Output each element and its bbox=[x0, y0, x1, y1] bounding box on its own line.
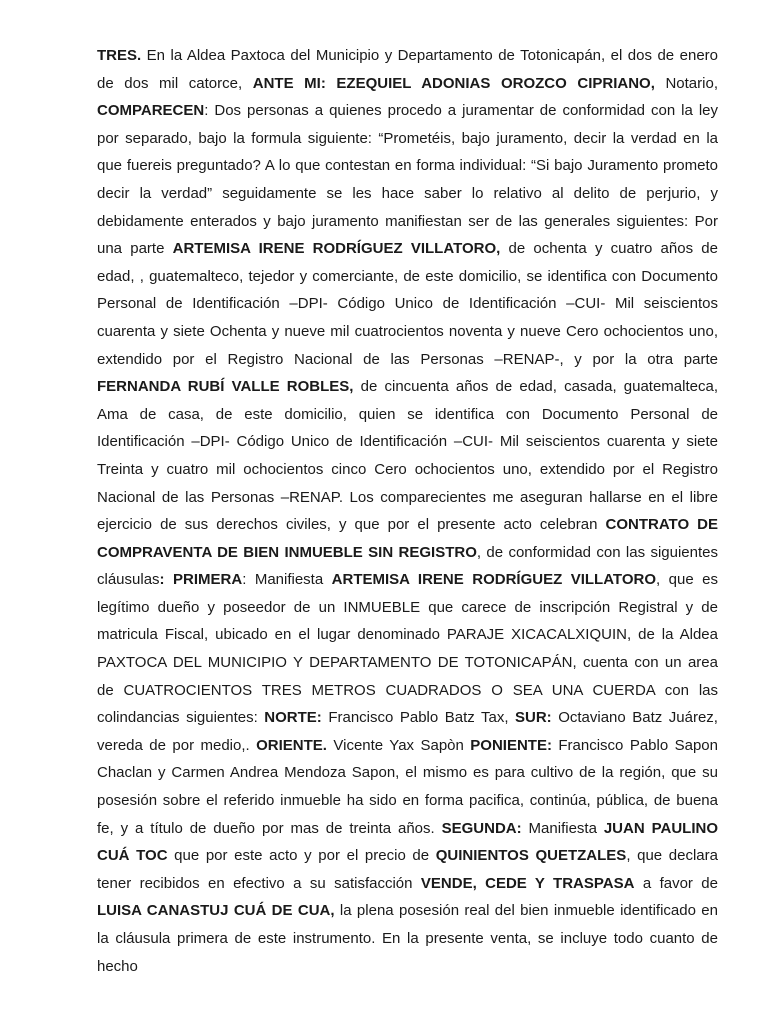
text-segment: , que es legítimo dueño y poseedor de un INMUEBLE que carece de inscripción Registral y de matricula Fiscal, ubicado en el lugar denominado PARAJE XICACALXIQUIN, de la Aldea PAXTOCA DEL MUNICIPIO Y DEPARTAMENTO DE TOTONICAPÁN, cuenta con un area de CUATROCIENTOS TRES METROS CUADRADOS O SEA UNA CUERDA con las colindancias siguientes: bbox=[97, 571, 718, 727]
bold-text-segment: NORTE: bbox=[264, 709, 322, 727]
text-segment: a favor de bbox=[634, 874, 718, 892]
bold-text-segment: VENDE, CEDE Y TRASPASA bbox=[420, 874, 635, 892]
bold-text-segment: SUR: bbox=[515, 709, 552, 727]
bold-text-segment: JUAN PAULINO CUÁ TOC bbox=[97, 819, 718, 865]
text-segment: de cincuenta años de edad, casada, guatemalteca, Ama de casa, de este domicilio, quien se identifica con Documento Personal de Identificación –DPI- Código Unico de Identificación –CUI- Mil seiscientos cuarenta y siete Treinta y cuatro mil ochocientos cinco Cero ochocientos uno, extendido por el Registro Nacional de las Personas –RENAP. Los comparecientes me aseguran hallarse en el libre ejercicio de sus derechos civiles, y que por el presente acto celebran bbox=[97, 378, 718, 534]
text-segment: , de conformidad con las siguientes cláusulas bbox=[97, 543, 718, 589]
document-body-text bbox=[97, 42, 718, 980]
text-segment: de ochenta y cuatro años de edad, , guatemalteco, tejedor y comerciante, de este domicilio, se identifica con Documento Personal de Identificación –DPI- Código Unico de Identificación –CUI- Mil seiscientos cuarenta y siete Ochenta y nueve mil cuatrocientos noventa y nueve Cero ochocientos uno, extendido por el Registro Nacional de las Personas –RENAP-, y por la otra parte bbox=[97, 240, 718, 368]
text-segment: , que declara tener recibidos en efectivo a su satisfacción bbox=[97, 847, 718, 892]
bold-text-segment: COMPARECEN bbox=[97, 102, 205, 120]
bold-text-segment: FERNANDA RUBÍ VALLE ROBLES, bbox=[97, 378, 354, 396]
text-segment: que por este acto y por el precio de bbox=[167, 847, 436, 865]
text-segment: Notario, bbox=[654, 74, 718, 92]
text-segment: Francisco Pablo Batz Tax, bbox=[321, 709, 516, 727]
text-segment: : Manifiesta bbox=[242, 571, 332, 589]
text-segment: Vicente Yax Sapòn bbox=[326, 736, 471, 754]
bold-text-segment: ORIENTE. bbox=[256, 736, 327, 754]
bold-text-segment: ARTEMISA IRENE RODRÍGUEZ VILLATORO, bbox=[172, 240, 501, 258]
bold-text-segment: SEGUNDA: bbox=[441, 819, 522, 837]
bold-text-segment: QUINIENTOS QUETZALES bbox=[435, 847, 627, 865]
text-segment: la plena posesión real del bien inmueble identificado en la cláusula primera de este instrumento. En la presente venta, se incluye todo cuanto de hecho bbox=[97, 902, 718, 975]
text-segment: En la Aldea Paxtoca del Municipio y Departamento de Totonicapán, el dos de enero de dos mil catorce, bbox=[97, 47, 718, 92]
text-segment: Manifiesta bbox=[521, 819, 604, 837]
bold-text-segment: ARTEMISA IRENE RODRÍGUEZ VILLATORO bbox=[331, 571, 656, 589]
bold-text-segment: : PRIMERA bbox=[159, 571, 243, 589]
bold-text-segment: LUISA CANASTUJ CUÁ DE CUA, bbox=[97, 902, 335, 920]
text-segment: Francisco Pablo Sapon Chaclan y Carmen Andrea Mendoza Sapon, el mismo es para cultivo de la región, que su posesión sobre el referido inmueble ha sido en forma pacifica, continúa, pública, de buena fe, y a título de dueño por mas de treinta años. bbox=[97, 736, 718, 837]
bold-text-segment: TRES. bbox=[97, 47, 142, 64]
text-segment: : Dos personas a quienes procedo a juramentar de conformidad con la ley por separado, bajo la formula siguiente: “Prometéis, bajo juramento, decir la verdad en la que fuereis preguntado? A lo que contestan en forma individual: “Si bajo Juramento prometo decir la verdad” seguidamente se les hace saber lo relativo al delito de perjurio, y debidamente enterados y bajo juramento manifiestan ser de las generales siguientes: Por una parte bbox=[97, 102, 718, 258]
bold-text-segment: PONIENTE: bbox=[470, 736, 552, 754]
bold-text-segment: ANTE MI: EZEQUIEL ADONIAS OROZCO CIPRIANO, bbox=[252, 74, 655, 92]
bold-text-segment: CONTRATO DE COMPRAVENTA DE BIEN INMUEBLE SIN REGISTRO bbox=[97, 516, 718, 561]
text-segment: Octaviano Batz Juárez, vereda de por medio,. bbox=[97, 709, 718, 754]
